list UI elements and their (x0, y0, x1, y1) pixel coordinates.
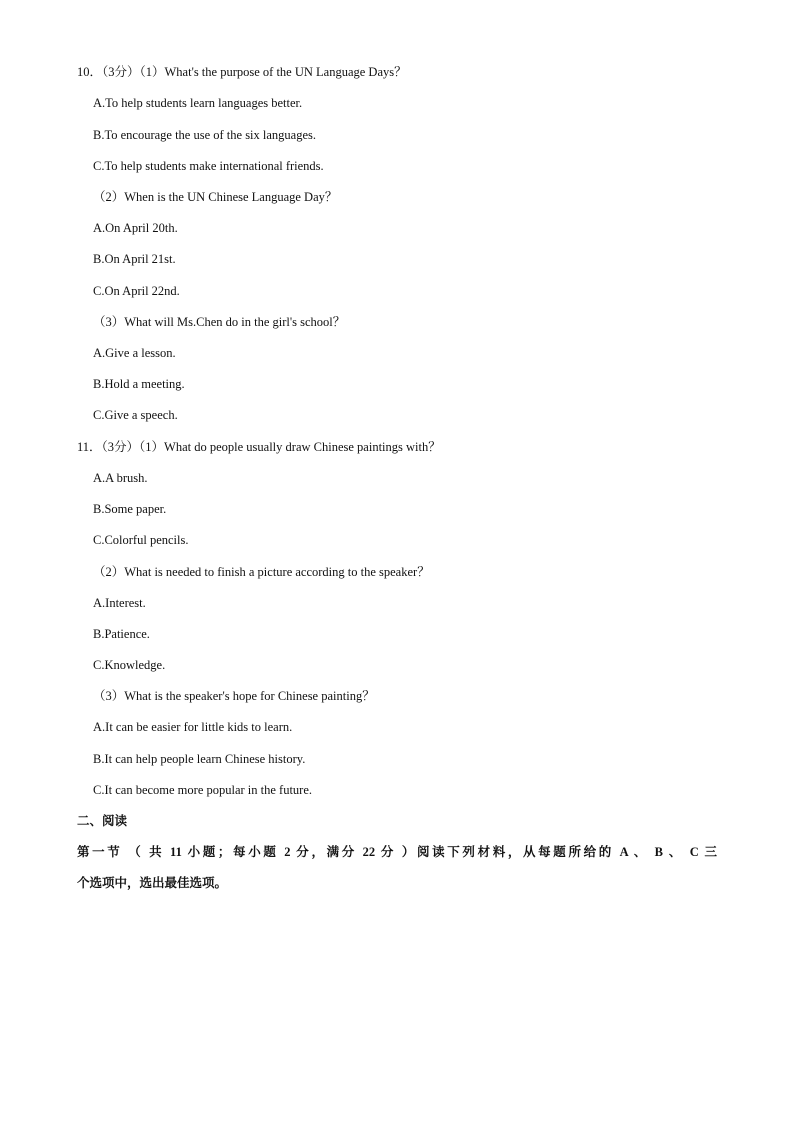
q11-2-option-a: A.Interest. (93, 596, 146, 610)
instruction-line-2: 个选项中，选出最佳选项。 (77, 876, 228, 890)
q10-1-option-c: C.To help students make international friends. (93, 159, 324, 173)
q11-3-option-a: A.It can be easier for little kids to learn. (93, 720, 293, 734)
q10-3-option-c: C.Give a speech. (93, 408, 178, 422)
q10-2-option-b: B.On April 21st. (93, 252, 176, 266)
question-10-header: 10．（3分）（1）What's the purpose of the UN Language Days？ (77, 65, 407, 79)
instruction-line-1: 第一节 （ 共 11 小题；每小题 2 分，满分 22 分 ）阅读下列材料，从每题所给的 A 、 B 、 C 三 (77, 845, 717, 859)
q10-sub-question-3: （3）What will Ms.Chen do in the girl's school？ (93, 315, 346, 329)
q11-2-option-b: B.Patience. (93, 627, 150, 641)
question-11-header: 11．（3分）（1）What do people usually draw Chinese paintings with？ (77, 440, 441, 454)
section-title: 二、阅读 (77, 814, 128, 828)
q11-3-option-c: C.It can become more popular in the future. (93, 783, 313, 797)
q10-2-option-c: C.On April 22nd. (93, 284, 180, 298)
q10-2-option-a: A.On April 20th. (93, 221, 178, 235)
q10-sub-question-2: （2）When is the UN Chinese Language Day？ (93, 190, 338, 204)
q11-1-option-a: A.A brush. (93, 471, 148, 485)
q11-3-option-b: B.It can help people learn Chinese history. (93, 752, 306, 766)
q10-3-option-b: B.Hold a meeting. (93, 377, 185, 391)
q11-sub-question-3: （3）What is the speaker's hope for Chinese painting？ (93, 689, 375, 703)
q11-sub-question-2: （2）What is needed to finish a picture according to the speaker？ (93, 565, 430, 579)
q11-1-option-c: C.Colorful pencils. (93, 533, 189, 547)
q10-3-option-a: A.Give a lesson. (93, 346, 176, 360)
q11-1-option-b: B.Some paper. (93, 502, 167, 516)
q10-1-option-b: B.To encourage the use of the six languages. (93, 128, 317, 142)
q11-2-option-c: C.Knowledge. (93, 658, 166, 672)
q10-1-option-a: A.To help students learn languages better. (93, 96, 303, 110)
